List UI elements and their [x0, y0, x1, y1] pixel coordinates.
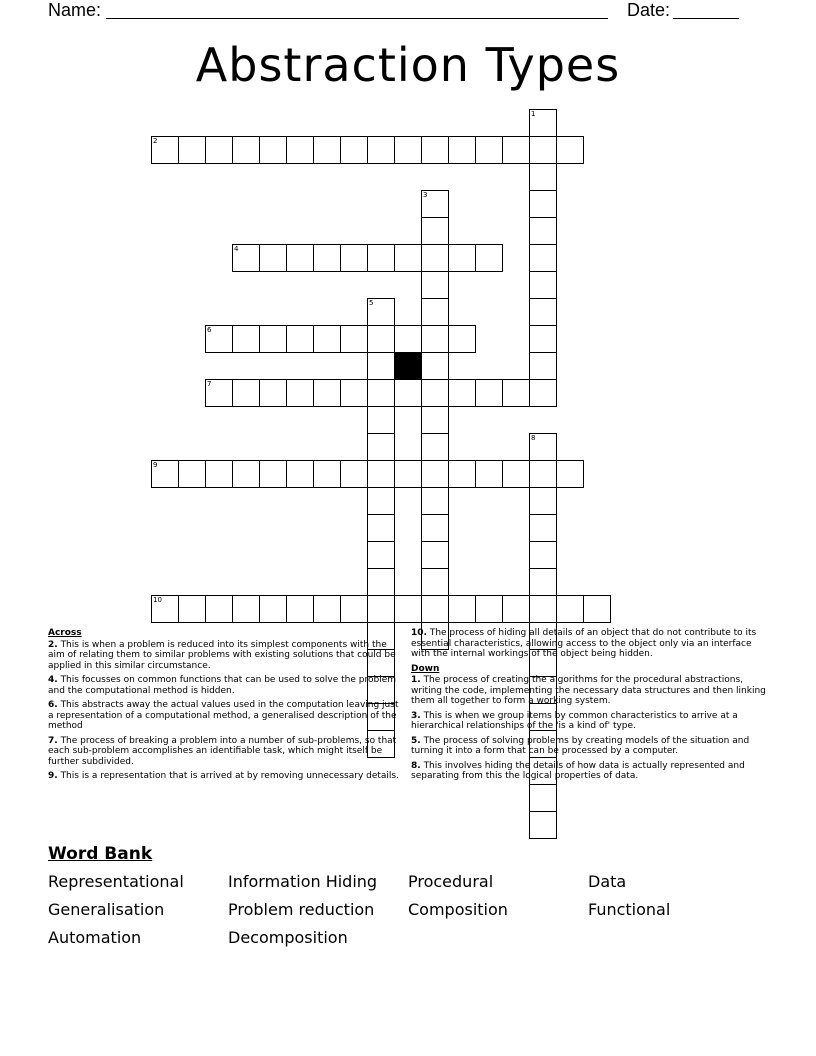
grid-cell[interactable]	[178, 595, 206, 623]
grid-cell[interactable]	[529, 163, 557, 191]
clue-number: 2.	[48, 639, 58, 650]
grid-cell[interactable]	[286, 460, 314, 488]
clue-text: This involves hiding the details of how data is actually represented and separating from this the logical properties of data.	[411, 760, 745, 781]
grid-cell[interactable]	[529, 487, 557, 515]
grid-cell[interactable]	[205, 325, 233, 353]
grid-cell[interactable]	[421, 568, 449, 596]
grid-cell[interactable]	[367, 514, 395, 542]
grid-cell[interactable]	[259, 379, 287, 407]
word-bank-item: Composition	[408, 900, 508, 919]
grid-cell[interactable]	[502, 595, 530, 623]
grid-cell[interactable]	[259, 325, 287, 353]
clue-number-label: 8	[531, 434, 536, 442]
name-label: Name:	[48, 0, 102, 20]
word-bank-item: Representational	[48, 872, 184, 891]
grid-cell[interactable]	[529, 514, 557, 542]
grid-cell[interactable]	[394, 595, 422, 623]
page-title: Abstraction Types	[195, 38, 621, 92]
clue-number: 1.	[411, 675, 421, 685]
date-label: Date:	[627, 0, 671, 20]
grid-cell[interactable]	[313, 244, 341, 272]
grid-cell[interactable]	[421, 271, 449, 299]
grid-cell[interactable]	[448, 379, 476, 407]
grid-cell[interactable]	[259, 244, 287, 272]
clue-number-label: 4	[234, 245, 239, 253]
grid-cell[interactable]	[529, 352, 557, 380]
grid-cell[interactable]	[151, 136, 179, 164]
clue-number: 9.	[48, 771, 58, 781]
grid-cell[interactable]	[313, 136, 341, 164]
grid-cell[interactable]	[448, 595, 476, 623]
clue-number-label: 9	[153, 461, 158, 469]
across-heading: Across	[48, 628, 82, 638]
clue-text: This is when we group items by common characteristics to arrive at a hierarchical relationships of the 'is a kind of' type.	[411, 710, 738, 731]
grid-cell[interactable]	[529, 244, 557, 272]
clue-across-9	[48, 771, 404, 782]
grid-cell[interactable]	[448, 244, 476, 272]
grid-cell[interactable]	[421, 514, 449, 542]
grid-cell[interactable]	[313, 595, 341, 623]
grid-cell[interactable]	[313, 325, 341, 353]
grid-cell[interactable]	[529, 379, 557, 407]
word-bank-item: Decomposition	[228, 928, 348, 947]
clue-number: 4.	[48, 675, 58, 685]
clue-number-label: 1	[531, 110, 536, 118]
grid-cell[interactable]	[475, 136, 503, 164]
grid-cell[interactable]	[421, 460, 449, 488]
grid-cell[interactable]	[394, 379, 422, 407]
grid-cell[interactable]	[448, 325, 476, 353]
grid-cell[interactable]	[367, 406, 395, 434]
grid-cell[interactable]	[529, 190, 557, 218]
grid-cell[interactable]	[232, 325, 260, 353]
clue-text: The process of creating the algorithms for the procedural abstractions, writing the code, implementing the necessary data structures and then linking them all together to form a working system.	[411, 675, 766, 706]
grid-cell[interactable]	[475, 244, 503, 272]
grid-cell[interactable]	[502, 379, 530, 407]
grid-cell[interactable]	[529, 433, 557, 461]
grid-cell[interactable]	[421, 595, 449, 623]
word-bank	[48, 872, 768, 962]
grid-cell[interactable]	[529, 460, 557, 488]
grid-cell[interactable]	[394, 460, 422, 488]
clues-right-column	[411, 628, 771, 786]
grid-cell[interactable]	[421, 433, 449, 461]
word-bank-item: Data	[588, 872, 627, 891]
clue-text: This is when a problem is reduced into its simplest components with the aim of relating them to similar problems with existing solutions that could be applied in this similar circumstance.	[48, 639, 396, 671]
grid-cell[interactable]	[367, 136, 395, 164]
grid-cell[interactable]	[286, 136, 314, 164]
grid-cell[interactable]	[529, 217, 557, 245]
grid-cell[interactable]	[340, 595, 368, 623]
grid-cell[interactable]	[340, 136, 368, 164]
grid-cell[interactable]	[421, 541, 449, 569]
grid-cell[interactable]	[367, 595, 395, 623]
grid-block	[394, 352, 422, 380]
grid-cell[interactable]	[205, 379, 233, 407]
grid-cell[interactable]	[340, 244, 368, 272]
grid-cell[interactable]	[367, 244, 395, 272]
clue-text: The process of breaking a problem into a number of sub-problems, so that each sub-problem accomplishes an identifiable task, which might itself be further subdivided.	[48, 735, 397, 767]
grid-cell[interactable]	[259, 460, 287, 488]
clues-left-column	[48, 628, 404, 786]
grid-cell[interactable]	[421, 136, 449, 164]
clue-across-2	[48, 640, 404, 672]
grid-cell[interactable]	[151, 460, 179, 488]
grid-cell[interactable]	[529, 784, 557, 812]
word-bank-item: Generalisation	[48, 900, 165, 919]
grid-cell[interactable]	[502, 460, 530, 488]
grid-cell[interactable]	[529, 541, 557, 569]
grid-cell[interactable]	[529, 136, 557, 164]
word-bank-item: Procedural	[408, 872, 494, 891]
clue-number: 6.	[48, 700, 58, 710]
word-bank-item: Functional	[588, 900, 671, 919]
grid-cell[interactable]	[205, 460, 233, 488]
grid-cell[interactable]	[529, 568, 557, 596]
clue-number-label: 10	[153, 596, 162, 604]
grid-cell[interactable]	[394, 136, 422, 164]
grid-cell[interactable]	[556, 595, 584, 623]
clue-across-7	[48, 736, 404, 768]
grid-cell[interactable]	[475, 379, 503, 407]
grid-cell[interactable]	[259, 136, 287, 164]
grid-cell[interactable]	[394, 244, 422, 272]
clue-down-1	[411, 675, 771, 707]
word-bank-title: Word Bank	[48, 844, 153, 864]
clue-number-label: 2	[153, 137, 158, 145]
clue-number-label: 5	[369, 299, 374, 307]
grid-cell[interactable]	[205, 595, 233, 623]
grid-cell[interactable]	[367, 352, 395, 380]
grid-cell[interactable]	[232, 460, 260, 488]
word-bank-item: Information Hiding	[228, 872, 378, 891]
clue-number: 3.	[411, 710, 421, 721]
grid-cell[interactable]	[340, 325, 368, 353]
grid-cell[interactable]	[421, 379, 449, 407]
grid-cell[interactable]	[205, 136, 233, 164]
grid-cell[interactable]	[367, 541, 395, 569]
grid-cell[interactable]	[529, 271, 557, 299]
clue-number: 5.	[411, 735, 421, 746]
grid-cell[interactable]	[529, 325, 557, 353]
clue-text: This focusses on common functions that can be used to solve the problem and the computational method is hidden.	[48, 675, 397, 696]
grid-cell[interactable]	[232, 244, 260, 272]
grid-cell[interactable]	[367, 325, 395, 353]
clue-text: This is a representation that is arrived at by removing unnecessary details.	[60, 771, 399, 781]
grid-cell[interactable]	[529, 811, 557, 839]
grid-cell[interactable]	[367, 433, 395, 461]
grid-cell[interactable]	[313, 460, 341, 488]
grid-cell[interactable]	[421, 325, 449, 353]
grid-cell[interactable]	[448, 460, 476, 488]
grid-cell[interactable]	[529, 109, 557, 137]
grid-cell[interactable]	[502, 136, 530, 164]
down-heading: Down	[411, 663, 440, 674]
grid-cell[interactable]	[151, 595, 179, 623]
grid-cell[interactable]	[583, 595, 611, 623]
clue-text: The process of hiding all details of an object that do not contribute to its essential characteristics, allowing access to the object only via an interface with the internal workings of the object being hidden.	[411, 628, 757, 659]
grid-cell[interactable]	[286, 379, 314, 407]
grid-cell[interactable]	[448, 136, 476, 164]
grid-cell[interactable]	[340, 379, 368, 407]
grid-cell[interactable]	[475, 460, 503, 488]
grid-cell[interactable]	[286, 595, 314, 623]
clue-down-8	[411, 761, 771, 782]
grid-cell[interactable]	[421, 244, 449, 272]
grid-cell[interactable]	[421, 217, 449, 245]
grid-cell[interactable]	[367, 487, 395, 515]
grid-cell[interactable]	[529, 298, 557, 326]
clue-number-label: 3	[423, 191, 428, 199]
grid-cell[interactable]	[367, 298, 395, 326]
grid-cell[interactable]	[421, 487, 449, 515]
grid-cell[interactable]	[394, 325, 422, 353]
grid-cell[interactable]	[259, 595, 287, 623]
clue-number-label: 6	[207, 326, 212, 334]
grid-cell[interactable]	[421, 298, 449, 326]
grid-cell[interactable]	[556, 460, 584, 488]
grid-cell[interactable]	[232, 595, 260, 623]
grid-cell[interactable]	[178, 136, 206, 164]
clue-number: 10.	[411, 628, 427, 638]
grid-cell[interactable]	[421, 352, 449, 380]
grid-cell[interactable]	[421, 190, 449, 218]
word-bank-item: Automation	[48, 928, 142, 947]
grid-cell[interactable]	[232, 136, 260, 164]
clue-text: This abstracts away the actual values used in the computation leaving just a representation of a computational method, a generalised description of the method	[48, 700, 399, 731]
clue-number: 8.	[411, 760, 421, 771]
grid-cell[interactable]	[313, 379, 341, 407]
grid-cell[interactable]	[475, 595, 503, 623]
grid-cell[interactable]	[421, 406, 449, 434]
grid-cell[interactable]	[529, 595, 557, 623]
clue-down-5	[411, 736, 771, 757]
grid-cell[interactable]	[232, 379, 260, 407]
clue-down-3	[411, 711, 771, 732]
grid-cell[interactable]	[367, 379, 395, 407]
clue-across-4	[48, 675, 404, 696]
clue-across-6	[48, 700, 404, 732]
grid-cell[interactable]	[556, 136, 584, 164]
word-bank-item: Problem reduction	[228, 900, 375, 919]
grid-cell[interactable]	[178, 460, 206, 488]
clue-text: The process of solving problems by creating models of the situation and turning it into a form that can be processed by a computer.	[411, 735, 750, 756]
grid-cell[interactable]	[286, 325, 314, 353]
grid-cell[interactable]	[286, 244, 314, 272]
clue-number-label: 7	[207, 380, 212, 388]
clue-number: 7.	[48, 735, 58, 746]
grid-cell[interactable]	[367, 460, 395, 488]
grid-cell[interactable]	[367, 568, 395, 596]
clue-across-10	[411, 628, 771, 660]
grid-cell[interactable]	[340, 460, 368, 488]
